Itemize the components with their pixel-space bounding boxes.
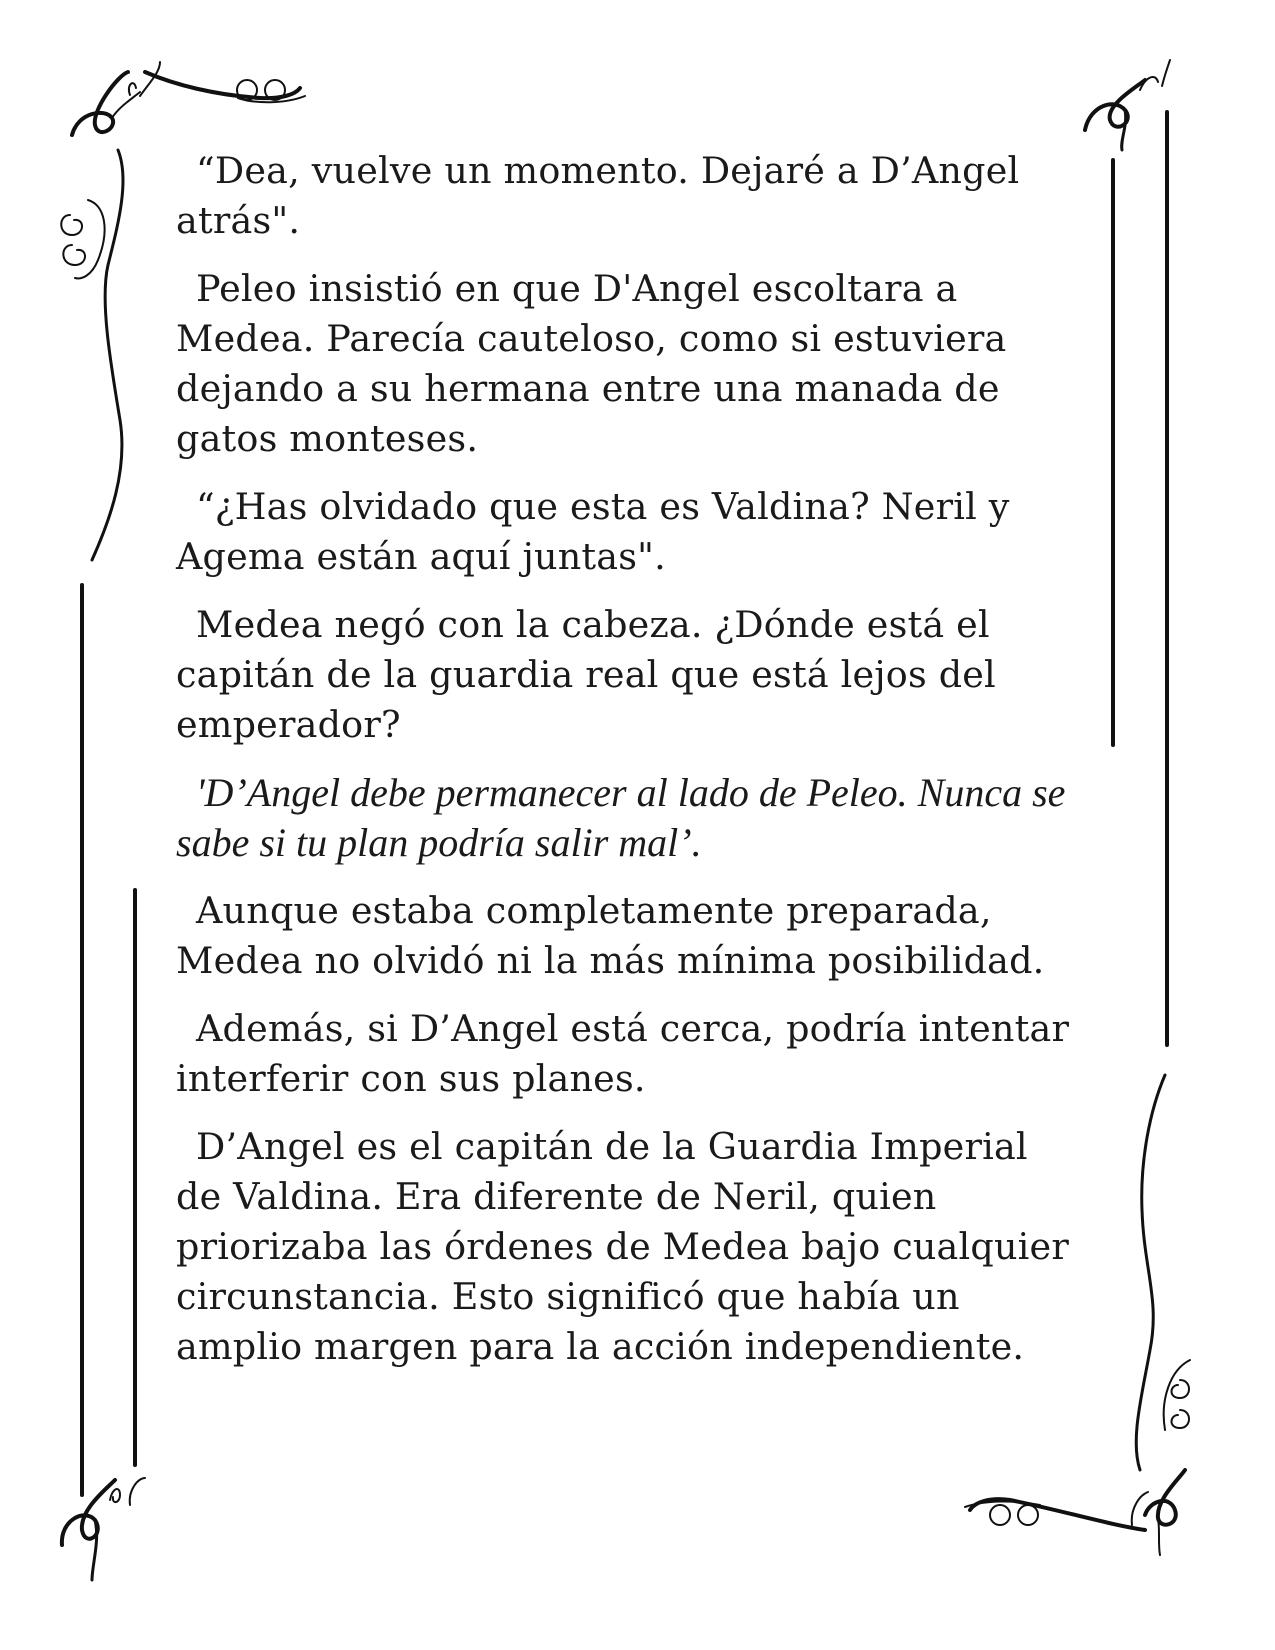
- paragraph: Peleo insistió en que D'Angel escoltara a Medea. Parecía cauteloso, como si estuviera dejando a su hermana entre una manada de gatos monteses.: [176, 267, 1007, 460]
- paragraph: “¿Has olvidado que esta es Valdina? Neril y Agema están aquí juntas".: [176, 485, 1010, 578]
- bottom-left-flourish: [62, 1478, 145, 1580]
- paragraph: D’Angel es el capitán de la Guardia Imperial de Valdina. Era diferente de Neril, quien priorizaba las órdenes de Medea bajo cualquier circunstancia. Esto significó que había un amplio margen para la acción independiente.: [176, 1125, 1069, 1368]
- paragraph: Además, si D’Angel está cerca, podría intentar interferir con sus planes.: [176, 1007, 1070, 1100]
- top-right-flourish: [1085, 60, 1170, 150]
- paragraph: Aunque estaba completamente preparada, Medea no olvidó ni la más mínima posibilidad.: [176, 889, 1045, 982]
- paragraph: “Dea, vuelve un momento. Dejaré a D’Angel atrás".: [176, 149, 1020, 242]
- inner-thought-paragraph: 'D’Angel debe permanecer al lado de Peleo. Nunca se sabe si tu plan podría salir mal’.: [176, 770, 1066, 865]
- paragraph: Medea negó con la cabeza. ¿Dónde está el capitán de la guardia real que está lejos del emperador?: [176, 603, 996, 746]
- story-text: [176, 146, 1076, 1390]
